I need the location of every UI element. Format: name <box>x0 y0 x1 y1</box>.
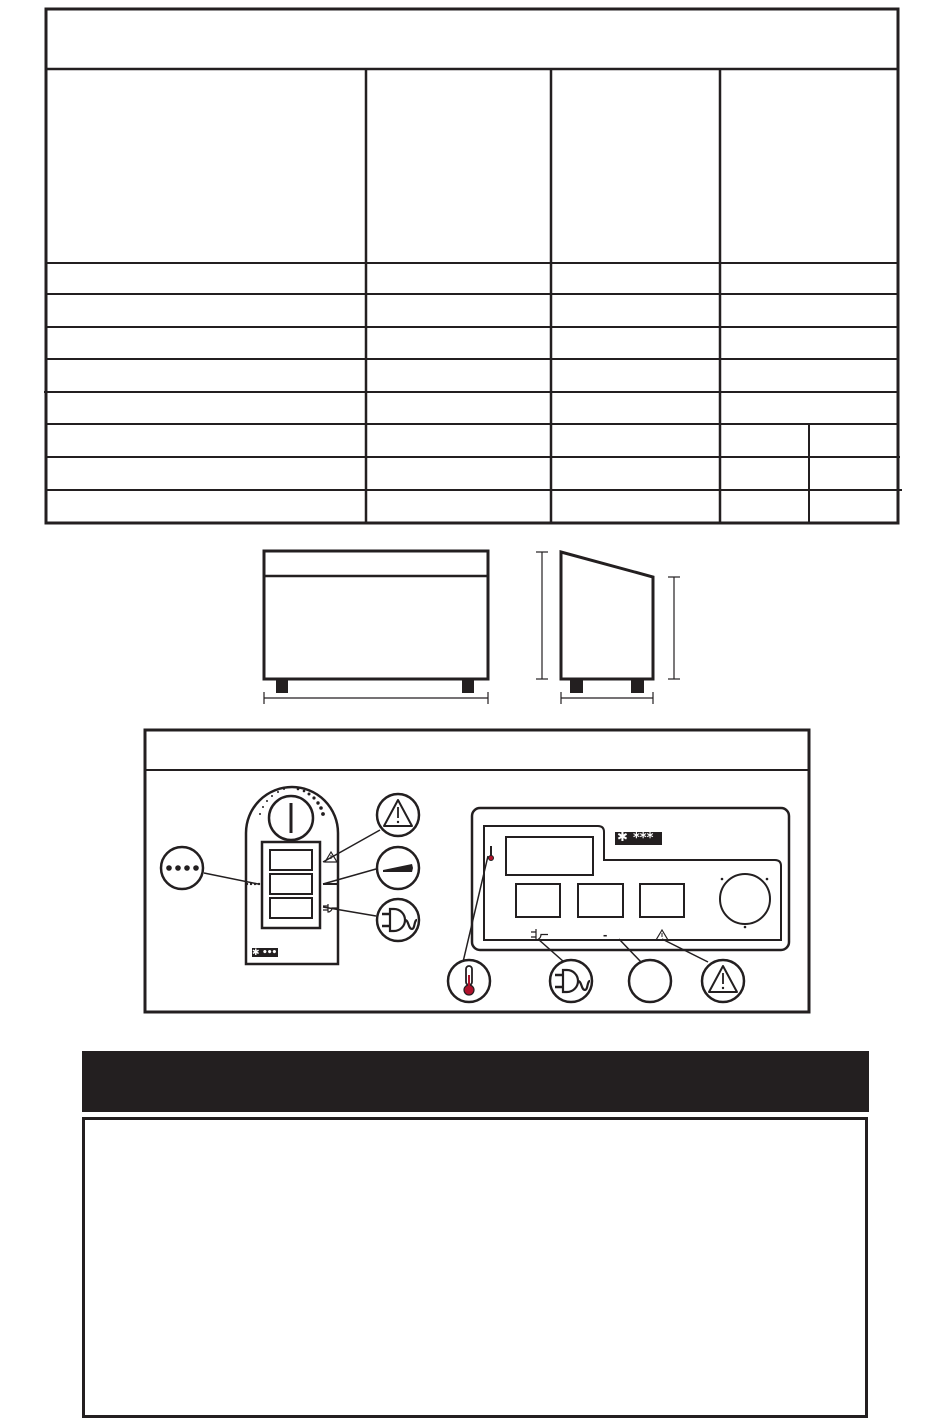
button-left <box>516 884 560 917</box>
switch-power <box>270 898 312 918</box>
notice-box <box>82 1117 868 1418</box>
digital-display <box>506 837 593 875</box>
thermostat-knob <box>720 874 770 924</box>
electronic-badge-text: *** <box>633 831 654 846</box>
switch-alarm <box>270 850 312 870</box>
power-plug-icon <box>377 899 419 941</box>
alarm-triangle-icon <box>702 960 744 1002</box>
electronic-control-panel <box>472 808 789 950</box>
mechanical-control-panel <box>246 787 338 964</box>
switch-light <box>270 874 312 894</box>
alarm-triangle-icon <box>377 794 419 836</box>
mech-badge-symbol: ✱ <box>252 948 260 958</box>
button-right <box>640 884 684 917</box>
electronic-separator: - <box>603 927 608 942</box>
side-view-drawing <box>536 552 680 704</box>
blank-circle-icon <box>629 960 671 1002</box>
button-middle <box>578 884 623 917</box>
notice-header-band <box>82 1051 869 1112</box>
mech-badge-text: ••• <box>262 948 277 958</box>
front-view-drawing <box>264 551 488 704</box>
electronic-badge-symbol: ✱ <box>617 830 628 845</box>
spec-table <box>44 9 902 523</box>
power-plug-icon <box>550 960 592 1002</box>
light-bar-icon <box>377 847 419 889</box>
thermometer-icon <box>448 960 490 1002</box>
